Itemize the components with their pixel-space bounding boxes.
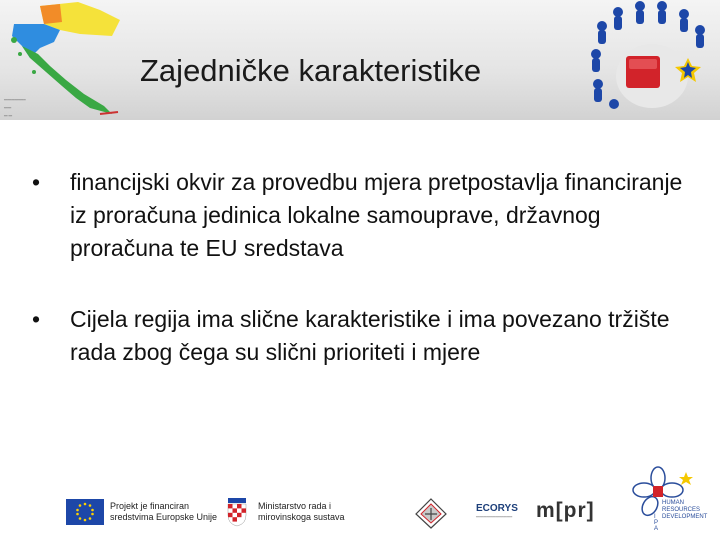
eu-funding-line: sredstvima Europske Unije <box>110 512 218 522</box>
hrd-text <box>662 500 707 521</box>
bullet-item <box>30 303 690 369</box>
svg-text:A: A <box>654 526 659 532</box>
bullet-marker: • <box>32 306 41 332</box>
svg-text:I: I <box>654 514 656 520</box>
people-circle-logo <box>588 0 720 120</box>
bullet-text: financijski okvir za provedbu mjera pretpostavlja financiranje iz proračuna jedinica lokalne samouprave, državnog proračuna te EU sredstava <box>70 169 683 261</box>
eu-flag-icon <box>66 499 104 525</box>
ministry-line: Ministarstvo rada i <box>258 501 332 511</box>
ecorys-tagline-decoration: ━━━━━━━━━━━━━━━━━━━━ <box>476 515 513 519</box>
bullet-text: Cijela regija ima slične karakteristike i ima povezano tržište rada zbog čega su slični prioriteti i mjere <box>70 306 670 365</box>
hrd-line: HUMAN <box>662 500 684 506</box>
bullet-marker: • <box>32 169 41 195</box>
croatia-map-logo <box>0 0 130 120</box>
hrd-line: RESOURCES <box>662 507 701 513</box>
bullet-list <box>30 166 690 407</box>
footer-logos <box>0 455 720 540</box>
hrd-line: DEVELOPMENT <box>662 514 708 520</box>
ministry-text <box>258 501 345 523</box>
bullet-item <box>30 166 690 265</box>
slide-header <box>0 0 720 120</box>
ipa-hrd-logo <box>630 462 700 532</box>
slide-title: Zajedničke karakteristike <box>140 53 482 88</box>
ministry-line: mirovinskoga sustava <box>258 512 345 522</box>
diamond-logo-icon <box>414 497 448 529</box>
ecorys-logo: ECORYS <box>476 503 518 514</box>
croatia-coat-of-arms-icon <box>226 497 248 527</box>
map-caption-decoration: ━━━━ <box>4 106 12 110</box>
eu-funding-line: Projekt je financiran <box>110 501 190 511</box>
eu-funding-text <box>110 501 217 523</box>
map-caption-decoration: ━━━━━━━━━━━━ <box>4 98 26 102</box>
mpr-logo: m[pr] <box>536 499 595 522</box>
svg-text:P: P <box>654 520 659 526</box>
map-caption-decoration: ━━ ━━ <box>4 114 13 118</box>
